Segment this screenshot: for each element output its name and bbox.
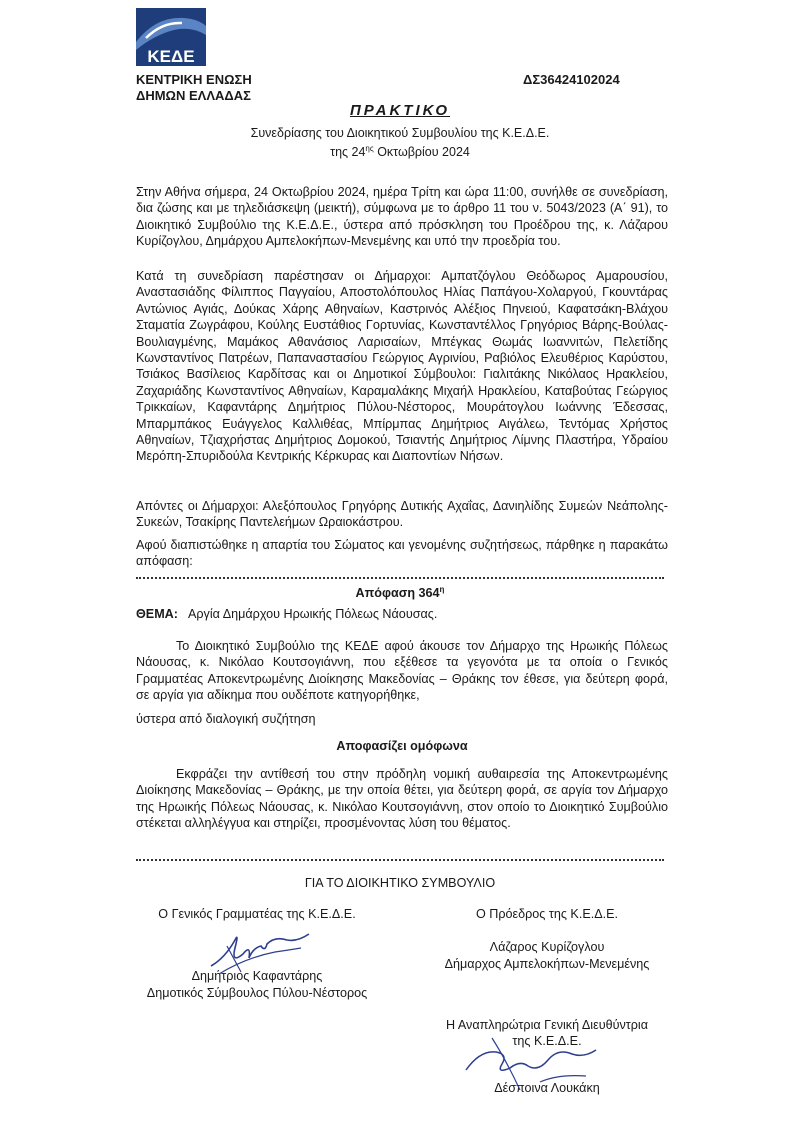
document-title: ΠΡΑΚΤΙΚΟ <box>349 102 451 119</box>
paragraph-quorum: Αφού διαπιστώθηκε η απαρτία του Σώματος και γενομένης συζητήσεως, πάρθηκε η παρακάτω απόφαση: <box>136 538 668 569</box>
subject-label: ΘΕΜΑ: <box>136 607 178 621</box>
signature-president <box>418 906 676 972</box>
director-role-line-2: της Κ.Ε.Δ.Ε. <box>512 1034 582 1049</box>
subtitle-line-2: της $24^{\eta\varsigma}$ Οκτωβρίου 2024 <box>330 144 470 160</box>
kede-logo <box>136 8 206 66</box>
secretary-role: Ο Γενικός Γραμματέας της Κ.Ε.Δ.Ε. <box>158 907 356 921</box>
secretary-name: Δημήτριος Καφαντάρης <box>191 969 323 984</box>
dotted-separator <box>136 577 664 579</box>
handwritten-signature-director <box>462 1030 602 1102</box>
reference-number: ΔΣ36424102024 <box>523 72 620 87</box>
paragraph-intro: Στην Αθήνα σήμερα, 24 Οκτωβρίου 2024, ημέρα Τρίτη και ώρα 11:00, συνήλθε σε συνεδρίαση, δια ζώσης και με τηλεδιάσκεψη (μεικτή), σύμφωνα με το άρθρο 11 του ν. 5043/2023 (Α΄ 91), το Διοικητικό Συμβούλιο της Κ.Ε.Δ.Ε., ύστερα από πρόσκληση του Προέδρου της, κ. Λάζαρου Κυρίζογλου, Δημάρχου Αμπελοκήπων-Μενεμένης και υπό την προεδρία του. <box>136 185 668 249</box>
closing-heading: ΓΙΑ ΤΟ ΔΙΟΙΚΗΤΙΚΟ ΣΥΜΒΟΥΛΙΟ <box>304 876 496 890</box>
organization-name <box>136 72 252 104</box>
president-title: Δήμαρχος Αμπελοκήπων-Μενεμένης <box>444 956 650 971</box>
paragraph-absent: Απόντες οι Δήμαρχοι: Αλεξόπουλος Γρηγόρης Δυτικής Αχαΐας, Δανιηλίδης Συμεών Νεάπολης-Συκεών, Τσακίρης Παντελεήμων Ωραιοκάστρου. <box>136 499 668 530</box>
unanimous-heading: Αποφασίζει ομόφωνα <box>336 739 468 753</box>
svg-text:ΚΕΔΕ: ΚΕΔΕ <box>147 47 195 66</box>
document-subtitle <box>0 125 800 160</box>
org-line-2: ΔΗΜΩΝ ΕΛΛΑΔΑΣ <box>136 88 251 103</box>
secretary-title: Δημοτικός Σύμβουλος Πύλου-Νέστορος <box>146 985 368 1000</box>
paragraph-body-1: Το Διοικητικό Συμβούλιο της ΚΕΔΕ αφού άκουσε τον Δήμαρχο της Ηρωικής Πόλεως Νάουσας, κ. Νικόλαο Κουτσογιάννη, που εξέθεσε τα γεγονότα με τα οποία ο Γενικός Γραμματέας Αποκεντρωμένης Διοίκησης Μακεδονίας – Θράκης τον έθεσε, για δεύτερη φορά, σε αργία για αδίκημα που ουδέποτε κατηγορήθηκε, <box>136 639 668 703</box>
director-name: Δέσποινα Λουκάκη <box>494 1080 600 1095</box>
paragraph-body-2: ύστερα από διαλογική συζήτηση <box>136 712 316 726</box>
subtitle-line-1: Συνεδρίασης του Διοικητικού Συμβουλίου της Κ.Ε.Δ.Ε. <box>250 126 550 140</box>
paragraph-body-3: Εκφράζει την αντίθεσή του στην πρόδηλη νομική αυθαιρεσία της Αποκεντρωμένης Διοίκησης Μακεδονίας – Θράκης, με την οποία θέτει, για δεύτερη φορά, σε αργία τον Δήμαρχο της Ηρωικής Πόλεως Νάουσας, κ. Νικόλαο Κουτσογιάννη, στον οποίο το Διοικητικό Συμβούλιο στέκεται αλληλέγγυα και στηρίζει, προσμένοντας λύση του θέματος. <box>136 767 668 831</box>
president-name: Λάζαρος Κυρίζογλου <box>489 940 605 955</box>
president-role: Ο Πρόεδρος της Κ.Ε.Δ.Ε. <box>475 907 619 921</box>
org-line-1: ΚΕΝΤΡΙΚΗ ΕΝΩΣΗ <box>136 72 252 87</box>
subject-line <box>136 607 437 621</box>
paragraph-present: Κατά τη συνεδρίαση παρέστησαν οι Δήμαρχοι: Αμπατζόγλου Θεόδωρος Αμαρουσίου, Αναστασιάδης Φίλιππος Παγγαίου, Αποστολόπουλος Ηλίας Παπάγου-Χολαργού, Γκουντάρας Αντώνιος Αγιάς, Δούκας Χάρης Αθηναίων, Καστρινός Αλέξιος Πηνειού, Καφατσάκη-Βλάχου Σταματία Ζωγράφου, Κούλης Ευστάθιος Γορτυνίας, Κωνσταντέλλος Γρηγόριος Βάρης-Βούλας-Βουλιαγμένης, Μαμάκος Αθανάσιος Λαρισαίων, Μπέγκας Θωμάς Ιωαννιτών, Πελετίδης Κωνσταντίνος Πατρέων, Παπαναστασίου Γεώργιος Αγρινίου, Ραβιόλος Ελευθέριος Καρύστου, Τσιάκος Βασίλειος Καρδίτσας και οι Δημοτικοί Σύμβουλοι: Γιαλιτάκης Νικόλαος Ηρακλείου, Ζαχαριάδης Κωνσταντίνος Αθηναίων, Καραμαλάκης Μιχαήλ Ηρακλείου, Καταβούτας Γεώργιος Τρικκαίων, Καφαντάρης Δημήτριος Πύλου-Νέστορος, Μουράτογλου Ιωάννης Έδεσσας, Μπαρμπάκος Ευάγγελος Καλλιθέας, Μπίρμπας Δημήτριος Αιγάλεω, Τεντόμας Χρήστος Αθηναίων, Τζιαχρήστας Δημήτριος Δομοκού, Τσιαντής Δημήτριος Λίμνης Πλαστήρα, Υδραίου Μερόπη-Σπυριδούλα Κεντρικής Κέρκυρας και Διαποντίων Νήσων. <box>136 269 668 464</box>
decision-number: Απόφαση $364^\eta$ <box>355 585 445 601</box>
subject-text: Αργία Δημάρχου Ηρωικής Πόλεως Νάουσας. <box>187 607 438 621</box>
dotted-separator-2 <box>136 859 664 861</box>
director-role-line-1: Η Αναπληρώτρια Γενική Διευθύντρια <box>445 1018 649 1032</box>
handwritten-signature-secretary <box>205 918 315 980</box>
